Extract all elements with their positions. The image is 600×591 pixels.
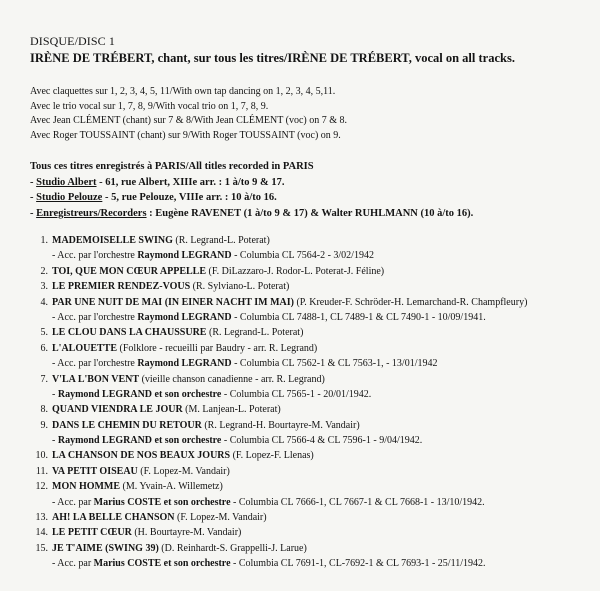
studio-name: Studio Pelouze <box>36 192 103 203</box>
track-authors: (H. Bourtayre-M. Vandair) <box>131 527 242 539</box>
track-list <box>28 233 588 572</box>
track-row <box>28 341 588 356</box>
track-title: DANS LE CHEMIN DU RETOUR <box>52 419 202 431</box>
track-authors: (R. Legrand-L. Poterat) <box>206 327 304 339</box>
track-row <box>28 510 588 525</box>
credit-line: Avec Jean CLÉMENT (chant) sur 7 & 8/With Jean CLÉMENT (voc) on 7 & 8. <box>30 115 348 126</box>
record-info: - Columbia CL 7691-1, CL-7692-1 & CL 7693-1 - 25/11/1942. <box>230 558 486 570</box>
track-authors: (vieille chanson canadienne - arr. R. Legrand) <box>139 373 325 385</box>
track-authors: (F. Lopez-F. Llenas) <box>230 450 314 462</box>
credit-line: Avec Roger TOUSSAINT (chant) sur 9/With Roger TOUSSAINT (voc) on 9. <box>30 129 341 141</box>
record-info: - Columbia CL 7565-1 - 20/01/1942. <box>221 388 372 400</box>
track-row <box>28 325 588 340</box>
accompaniment-text: - Acc. par l'orchestre Raymond LEGRAND <box>52 311 232 323</box>
track-authors: (F. DiLazzaro-J. Rodor-L. Poterat-J. Féline) <box>206 265 385 277</box>
track-row <box>28 448 588 463</box>
track-row <box>28 479 588 494</box>
credit-line: Avec claquettes sur 1, 2, 3, 4, 5, 11/With own tap dancing on 1, 2, 3, 4, 5,11. <box>30 86 336 97</box>
track-number: 9. <box>40 419 48 431</box>
track-title: PAR UNE NUIT DE MAI (IN EINER NACHT IM MAI) <box>52 296 294 308</box>
studio-line: - Studio Albert - 61, rue Albert, XIIIe arr. : 1 à/to 9 & 17. <box>30 176 285 188</box>
track-title: TOI, QUE MON CŒUR APPELLE <box>52 265 206 277</box>
track-authors: (Folklore - recueilli par Baudry - arr. R. Legrand) <box>117 342 318 354</box>
track-row <box>28 418 588 433</box>
accompaniment-text: - Acc. par l'orchestre Raymond LEGRAND <box>52 358 232 370</box>
track-row <box>28 264 588 279</box>
track-accompaniment <box>28 556 588 571</box>
record-info: - Columbia CL 7564-2 - 3/02/1942 <box>231 250 374 262</box>
track-title: LE PREMIER RENDEZ-VOUS <box>52 281 191 293</box>
track-title: QUAND VIENDRA LE JOUR <box>52 404 183 416</box>
track-authors: (F. Lopez-M. Vandair) <box>137 465 230 477</box>
track-number: 10. <box>35 450 48 462</box>
track-title: MADEMOISELLE SWING <box>52 235 173 246</box>
track-accompaniment <box>28 248 588 263</box>
track-title: V'LA L'BON VENT <box>52 373 140 385</box>
track-row <box>28 279 588 294</box>
credits-block <box>30 85 347 143</box>
track-authors: (D. Reinhardt-S. Grappelli-J. Larue) <box>158 542 307 554</box>
track-number: 13. <box>35 512 48 524</box>
track-number: 3. <box>40 281 48 293</box>
track-row <box>28 541 588 556</box>
track-number: 6. <box>40 342 48 354</box>
studio-name: Studio Albert <box>36 176 97 188</box>
track-row <box>28 295 588 310</box>
track-title: MON HOMME <box>52 481 121 493</box>
track-number: 2. <box>40 265 48 277</box>
recording-info <box>30 159 473 221</box>
disc-headline: IRÈNE DE TRÉBERT, chant, sur tous les titres/IRÈNE DE TRÉBERT, vocal on all tracks. <box>30 51 515 65</box>
record-info: - Columbia CL 7488-1, CL 7489-1 & CL 7490-1 - 10/09/1941. <box>231 311 486 323</box>
track-title: AH! LA BELLE CHANSON <box>52 512 175 524</box>
track-accompaniment <box>28 387 588 402</box>
track-accompaniment <box>28 433 588 448</box>
track-number: 14. <box>35 527 48 539</box>
recorded-heading: Tous ces titres enregistrés à PARIS/All titles recorded in PARIS <box>30 161 314 172</box>
track-row <box>28 464 588 479</box>
track-row <box>28 525 588 540</box>
track-number: 15. <box>35 542 48 554</box>
accompaniment-text: - Raymond LEGRAND et son orchestre <box>52 435 222 447</box>
track-title: JE T'AIME (SWING 39) <box>52 542 159 554</box>
credit-line: Avec le trio vocal sur 1, 7, 8, 9/With vocal trio on 1, 7, 8, 9. <box>30 100 269 112</box>
accompaniment-text: - Acc. par Marius COSTE et son orchestre <box>52 558 231 570</box>
track-authors: (F. Lopez-M. Vandair) <box>174 512 267 524</box>
track-authors: (M. Yvain-A. Willemetz) <box>120 481 223 493</box>
disc-label: DISQUE/DISC 1 <box>30 34 115 48</box>
track-title: LE CLOU DANS LA CHAUSSURE <box>52 327 207 339</box>
track-number: 7. <box>40 373 48 385</box>
recorders-label: Enregistreurs/Recorders <box>36 207 147 219</box>
record-info: - Columbia CL 7666-1, CL 7667-1 & CL 7668-1 - 13/10/1942. <box>230 496 485 508</box>
studio-line: - Studio Pelouze - 5, rue Pelouze, VIIIe arr. : 10 à/to 16. <box>30 192 277 203</box>
track-number: 1. <box>40 235 48 246</box>
track-authors: (R. Sylviano-L. Poterat) <box>190 281 290 293</box>
track-number: 11. <box>35 465 48 477</box>
track-title: L'ALOUETTE <box>52 342 118 354</box>
track-title: LE PETIT CŒUR <box>52 527 132 539</box>
track-accompaniment <box>28 310 588 325</box>
record-info: - Columbia CL 7562-1 & CL 7563-1, - 13/01/1942 <box>231 358 438 370</box>
record-info: - Columbia CL 7566-4 & CL 7596-1 - 9/04/1942. <box>221 435 423 447</box>
track-authors: (M. Lanjean-L. Poterat) <box>182 404 281 416</box>
track-row <box>28 233 588 248</box>
track-authors: (R. Legrand-H. Bourtayre-M. Vandair) <box>201 419 360 431</box>
track-title: VA PETIT OISEAU <box>52 465 138 477</box>
track-accompaniment <box>28 495 588 510</box>
track-number: 8. <box>40 404 48 416</box>
studio-line: - Enregistreurs/Recorders : Eugène RAVENET (1 à/to 9 & 17) & Walter RUHLMANN (10 à/to 16). <box>30 207 474 219</box>
track-number: 4. <box>40 296 48 308</box>
track-row <box>28 372 588 387</box>
track-accompaniment <box>28 356 588 371</box>
track-title: LA CHANSON DE NOS BEAUX JOURS <box>52 450 231 462</box>
accompaniment-text: - Raymond LEGRAND et son orchestre <box>52 388 222 400</box>
accompaniment-text: - Acc. par Marius COSTE et son orchestre <box>52 496 231 508</box>
track-number: 5. <box>40 327 48 339</box>
track-authors: (P. Kreuder-F. Schröder-H. Lemarchand-R. Champfleury) <box>293 296 528 308</box>
track-authors: (R. Legrand-L. Poterat) <box>172 235 270 246</box>
track-row <box>28 402 588 417</box>
track-number: 12. <box>35 481 48 493</box>
accompaniment-text: - Acc. par l'orchestre Raymond LEGRAND <box>52 250 232 262</box>
